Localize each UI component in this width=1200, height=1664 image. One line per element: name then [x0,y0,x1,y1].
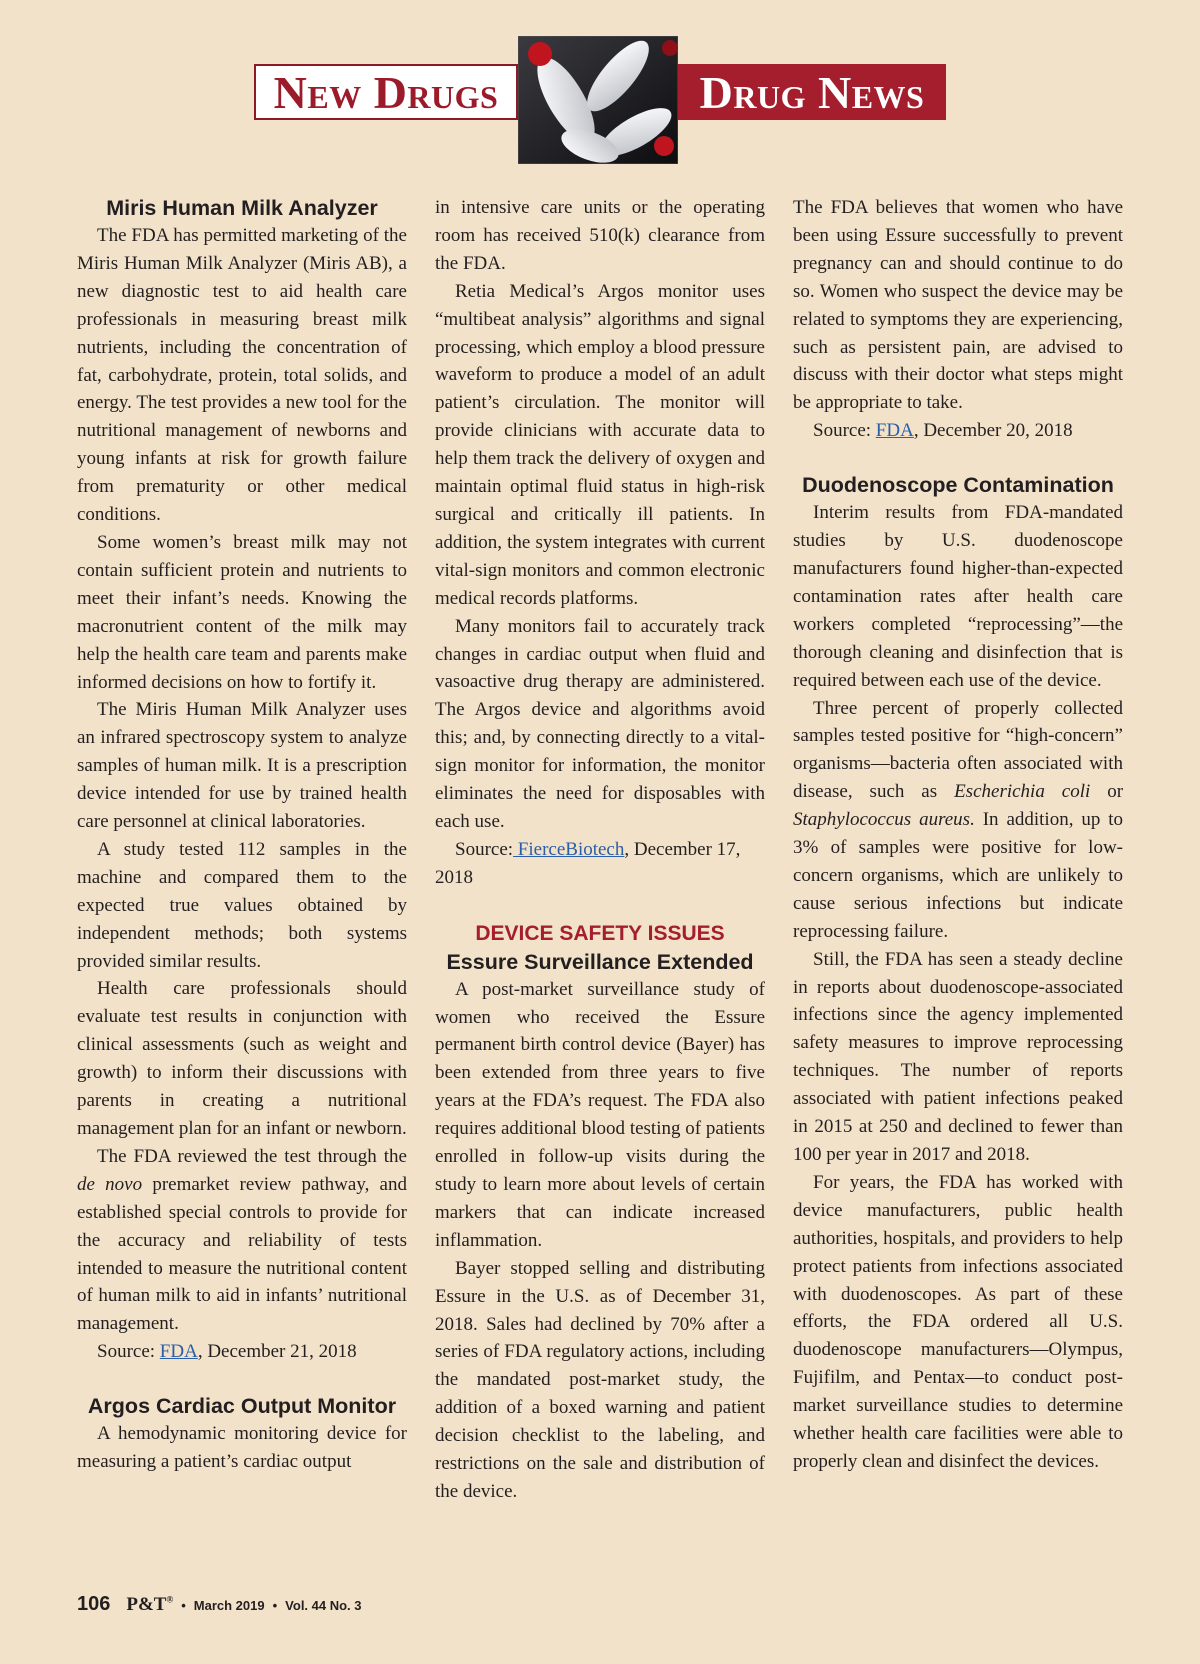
drug-news-title: Drug News [678,64,946,120]
fda-source-link[interactable]: FDA [159,1341,198,1363]
miris-paragraph: A study tested 112 samples in the machine and compared them to the expected true values obtained by independent methods; both systems provided similar results. [77,838,407,972]
argos-source: Source: FierceBiotech, December 17, 2018 [435,838,741,888]
miris-paragraph: The FDA reviewed the test through the de novo premarket review pathway, and established special controls to provide for the accuracy and reliability of tests intended to measure the nutritional content of human milk to aid in infants’ nutritional management. [77,1145,407,1335]
duodenoscope-paragraph: For years, the FDA has worked with device manufacturers, public health authorities, hospitals, and providers to help protect patients from infections associated with duodenoscopes. As part of these efforts, the FDA ordered all U.S. duodenoscope manufacturers—Olympus, Fujifilm, and Pentax—to conduct post-market surveillance studies to determine whether health care facilities were able to properly clean and disinfect the devices. [793,1171,1123,1472]
duodenoscope-paragraph: Three percent of properly collected samples tested positive for “high-concern” organisms—bacteria often associated with disease, such as Escherichia coli or Staphylococcus aureus. In addition, up to 3% of samples were positive for low-concern organisms, which are unlikely to cause serious infections but indicate reprocessing failure. [793,697,1124,942]
essure-paragraph: The FDA believes that women who have been using Essure successfully to prevent pregnancy can and should continue to do so. Women who suspect the device may be related to symptoms they are experiencing, such as persistent pain, are advised to discuss with their doctor what steps might be appropriate to take. [793,197,1123,414]
essure-source: Source: FDA, December 20, 2018 [813,420,1073,442]
pills-photo-icon [518,36,678,164]
argos-paragraph: A hemodynamic monitoring device for measuring a patient’s cardiac output [77,1423,407,1473]
page-number: 106 [77,1593,111,1615]
new-drugs-title: New Drugs [254,64,518,120]
miris-paragraph: The FDA has permitted marketing of the Miris Human Milk Analyzer (Miris AB), a new diagnostic test to aid health care professionals in measuring breast milk nutrients, including the concentration of fat, carbohydrate, protein, total solids, and energy. The test provides a new tool for the nutritional management of newborns and young infants at risk for growth failure from prematurity or other medical conditions. [77,225,407,526]
column-2 [435,194,765,1506]
miris-paragraph: The Miris Human Milk Analyzer uses an infrared spectroscopy system to analyze samples of human milk. It is a prescription device intended for use by trained health care personnel at clinical laboratories. [77,699,407,833]
issue-date: March 2019 [193,1598,265,1613]
separator: • [272,1598,278,1613]
miris-source: Source: FDA, December 21, 2018 [97,1341,357,1363]
argos-paragraph: in intensive care units or the operating room has received 510(k) clearance from the FDA. [435,197,765,274]
fiercebiotech-source-link[interactable]: FierceBiotech [513,838,625,860]
masthead [254,36,946,166]
essure-paragraph: A post-market surveillance study of women who received the Essure permanent birth control device (Bayer) has been extended from three years to five years at the FDA’s request. The FDA also requires additional blood testing of patients enrolled in follow-up visits during the study to learn more about levels of certain markers that can indicate increased inflammation. [435,978,765,1251]
miris-paragraph: Health care professionals should evaluate test results in conjunction with clinical assessments (such as weight and growth) to inform their discussions with parents in creating a nutritional management plan for an infant or newborn. [77,978,407,1139]
argos-title: Argos Cardiac Output Monitor [87,1394,397,1419]
essure-title: Essure Surveillance Extended [446,949,754,974]
miris-title: Miris Human Milk Analyzer [106,196,378,220]
separator: • [181,1598,186,1613]
duodenoscope-paragraph: Interim results from FDA-mandated studies by U.S. duodenoscope manufacturers found higher-than-expected contamination rates after health care workers completed “reprocessing”—the thorough cleaning and disinfection that is required between each use of the device. [793,502,1123,691]
device-safety-heading: DEVICE SAFETY ISSUES [475,921,725,945]
journal-name: P&T® [126,1594,174,1615]
essure-paragraph: Bayer stopped selling and distributing Essure in the U.S. as of December 31, 2018. Sales had declined by 70% after a series of FDA regulatory actions, including the mandated post-market study, the addition of a boxed warning and patient decision checklist to the labeling, and restrictions on the sale and distribution of the device. [435,1257,765,1502]
fda-source-link[interactable]: FDA [875,420,914,442]
argos-paragraph: Retia Medical’s Argos monitor uses “multibeat analysis” algorithms and signal processing, which employ a blood pressure waveform to produce a model of an adult patient’s circulation. The monitor will provide clinicians with accurate data to help them track the delivery of oxygen and maintain optimal fluid status in high-risk surgical and critically ill patients. In addition, the system integrates with current vital-sign monitors and common electronic medical records platforms. [435,280,765,609]
column-3 [793,194,1123,1476]
duodenoscope-title: Duodenoscope Contamination [802,473,1114,498]
volume: Vol. 44 No. 3 [285,1598,362,1613]
column-1 [77,194,407,1476]
miris-paragraph: Some women’s breast milk may not contain sufficient protein and nutrients to meet their infant’s needs. Knowing the macronutrient content of the milk may help the health care team and parents make informed decisions on how to fortify it. [77,531,407,693]
page-footer [77,1593,362,1616]
argos-paragraph: Many monitors fail to accurately track changes in cardiac output when fluid and vasoactive drug therapy are administered. The Argos device and algorithms avoid this; and, by connecting directly to a vital-sign monitor for information, the monitor eliminates the need for disposables with each use. [435,615,765,832]
duodenoscope-paragraph: Still, the FDA has seen a steady decline in reports about duodenoscope-associated infections since the agency implemented safety measures to improve reprocessing techniques. The number of reports associated with patient infections peaked in 2015 at 250 and declined to fewer than 100 per year in 2017 and 2018. [793,948,1123,1165]
